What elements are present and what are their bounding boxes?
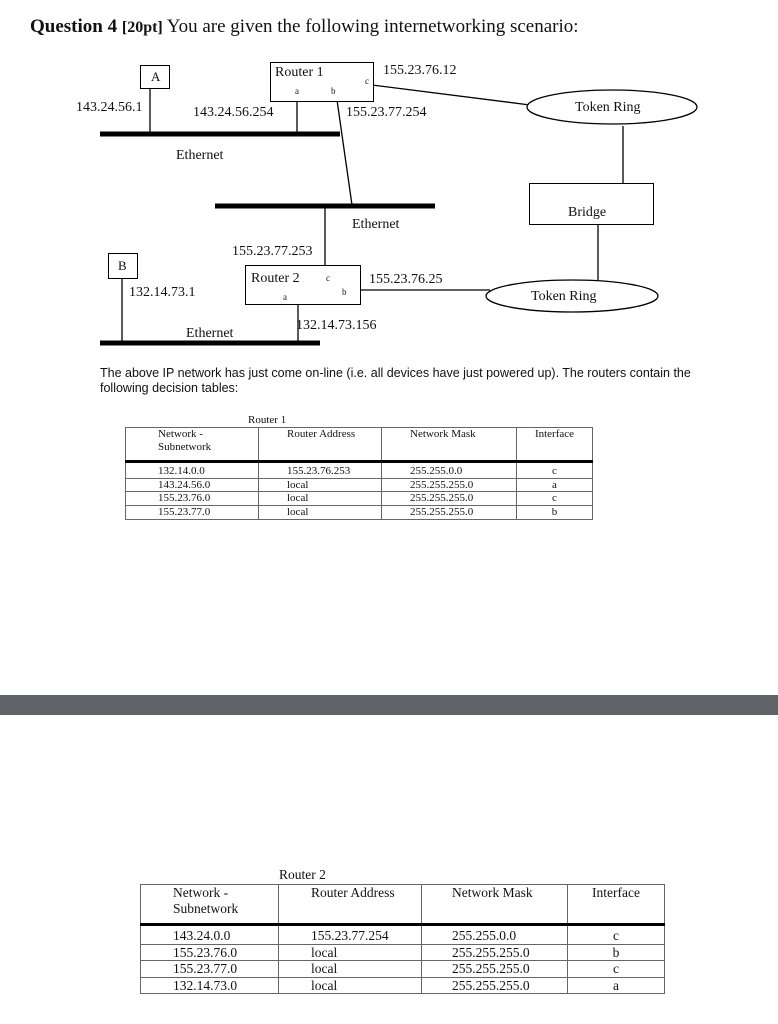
router1-table	[125, 427, 593, 520]
router1-if-b: b	[331, 86, 336, 96]
cell-interface: b	[517, 505, 593, 519]
cell-interface: a	[568, 977, 665, 994]
ip-router2-c: 155.23.77.253	[232, 244, 313, 259]
cell-network-mask: 255.255.255.0	[382, 505, 517, 519]
cell-network-mask: 255.255.0.0	[382, 462, 517, 479]
router2-if-b: b	[342, 287, 347, 297]
host-a-label: A	[151, 69, 161, 84]
cell-router-address: local	[279, 961, 422, 978]
ip-router2-b: 155.23.76.25	[369, 272, 443, 287]
cell-router-address: local	[259, 505, 382, 519]
cell-network-mask: 255.255.255.0	[422, 961, 568, 978]
diagram-lines	[0, 50, 778, 350]
cell-interface: b	[568, 944, 665, 961]
header-network-mask: Network Mask	[422, 885, 568, 925]
header-interface: Interface	[568, 885, 665, 925]
ethernet-middle-label: Ethernet	[352, 217, 400, 232]
table-row	[141, 925, 665, 945]
router2-table	[140, 884, 665, 994]
router2-if-c: c	[326, 273, 330, 283]
cell-network-mask: 255.255.255.0	[382, 492, 517, 506]
cell-router-address: 155.23.76.253	[259, 462, 382, 479]
header-network-mask: Network Mask	[382, 428, 517, 462]
table-row	[126, 505, 593, 519]
router1-c-link	[372, 85, 530, 105]
ip-router2-a: 132.14.73.156	[296, 318, 377, 333]
cell-interface: a	[517, 478, 593, 492]
token-ring-top-label: Token Ring	[575, 100, 641, 115]
cell-interface: c	[568, 925, 665, 945]
cell-network: 132.14.73.0	[141, 977, 279, 994]
table-row	[126, 478, 593, 492]
table-row	[126, 492, 593, 506]
cell-network-mask: 255.255.255.0	[422, 977, 568, 994]
cell-network: 155.23.77.0	[126, 505, 259, 519]
table-row	[126, 462, 593, 479]
ip-host-b: 132.14.73.1	[129, 285, 196, 300]
router1-if-c: c	[365, 76, 369, 86]
host-b-box	[108, 253, 138, 279]
router1-table-caption: Router 1	[248, 414, 287, 426]
table-row	[141, 977, 665, 994]
question-title	[30, 16, 579, 38]
router2-table-caption: Router 2	[279, 867, 326, 882]
cell-network: 155.23.76.0	[141, 944, 279, 961]
header-interface: Interface	[517, 428, 593, 462]
ip-host-a: 143.24.56.1	[76, 100, 143, 115]
cell-interface: c	[517, 492, 593, 506]
router2-box	[245, 265, 361, 305]
cell-network: 143.24.56.0	[126, 478, 259, 492]
router2-if-a: a	[283, 292, 287, 302]
cell-router-address: local	[259, 492, 382, 506]
host-b-label: B	[118, 258, 127, 273]
cell-network-mask: 255.255.0.0	[422, 925, 568, 945]
cell-interface: c	[517, 462, 593, 479]
ip-router1-c: 155.23.76.12	[383, 63, 457, 78]
cell-network-mask: 255.255.255.0	[382, 478, 517, 492]
page-separator	[0, 695, 778, 715]
table-row	[141, 961, 665, 978]
question-points: [20pt]	[121, 19, 163, 36]
cell-network: 155.23.77.0	[141, 961, 279, 978]
cell-network: 143.24.0.0	[141, 925, 279, 945]
ethernet-bottom-label: Ethernet	[186, 326, 234, 341]
cell-interface: c	[568, 961, 665, 978]
ethernet-top-label: Ethernet	[176, 148, 224, 163]
ip-router1-b: 155.23.77.254	[346, 105, 427, 120]
cell-router-address: local	[279, 944, 422, 961]
network-diagram	[0, 50, 778, 350]
header-router-address: Router Address	[279, 885, 422, 925]
host-a-box	[140, 65, 170, 89]
bridge-label: Bridge	[568, 205, 607, 220]
router1-table-header	[126, 428, 593, 462]
cell-network-mask: 255.255.255.0	[422, 944, 568, 961]
bridge-box	[529, 183, 654, 225]
router2-label: Router 2	[251, 271, 300, 286]
router2-table-header	[141, 885, 665, 925]
token-ring-bottom-label: Token Ring	[531, 289, 597, 304]
router1-box	[270, 62, 374, 102]
header-network: Network - Subnetwork	[126, 428, 259, 462]
description-text: The above IP network has just come on-line (i.e. all devices have just powered up). The routers contain the following decision tables:	[100, 366, 691, 395]
header-router-address: Router Address	[259, 428, 382, 462]
cell-network: 132.14.0.0	[126, 462, 259, 479]
cell-router-address: local	[279, 977, 422, 994]
router1-if-a: a	[295, 86, 299, 96]
cell-router-address: 155.23.77.254	[279, 925, 422, 945]
question-label: Question 4	[30, 16, 118, 37]
router1-label: Router 1	[275, 65, 324, 80]
cell-router-address: local	[259, 478, 382, 492]
cell-network: 155.23.76.0	[126, 492, 259, 506]
question-text: You are given the following internetworking scenario:	[166, 16, 579, 37]
table-row	[141, 944, 665, 961]
header-network: Network - Subnetwork	[141, 885, 279, 925]
ip-router1-a: 143.24.56.254	[193, 105, 274, 120]
